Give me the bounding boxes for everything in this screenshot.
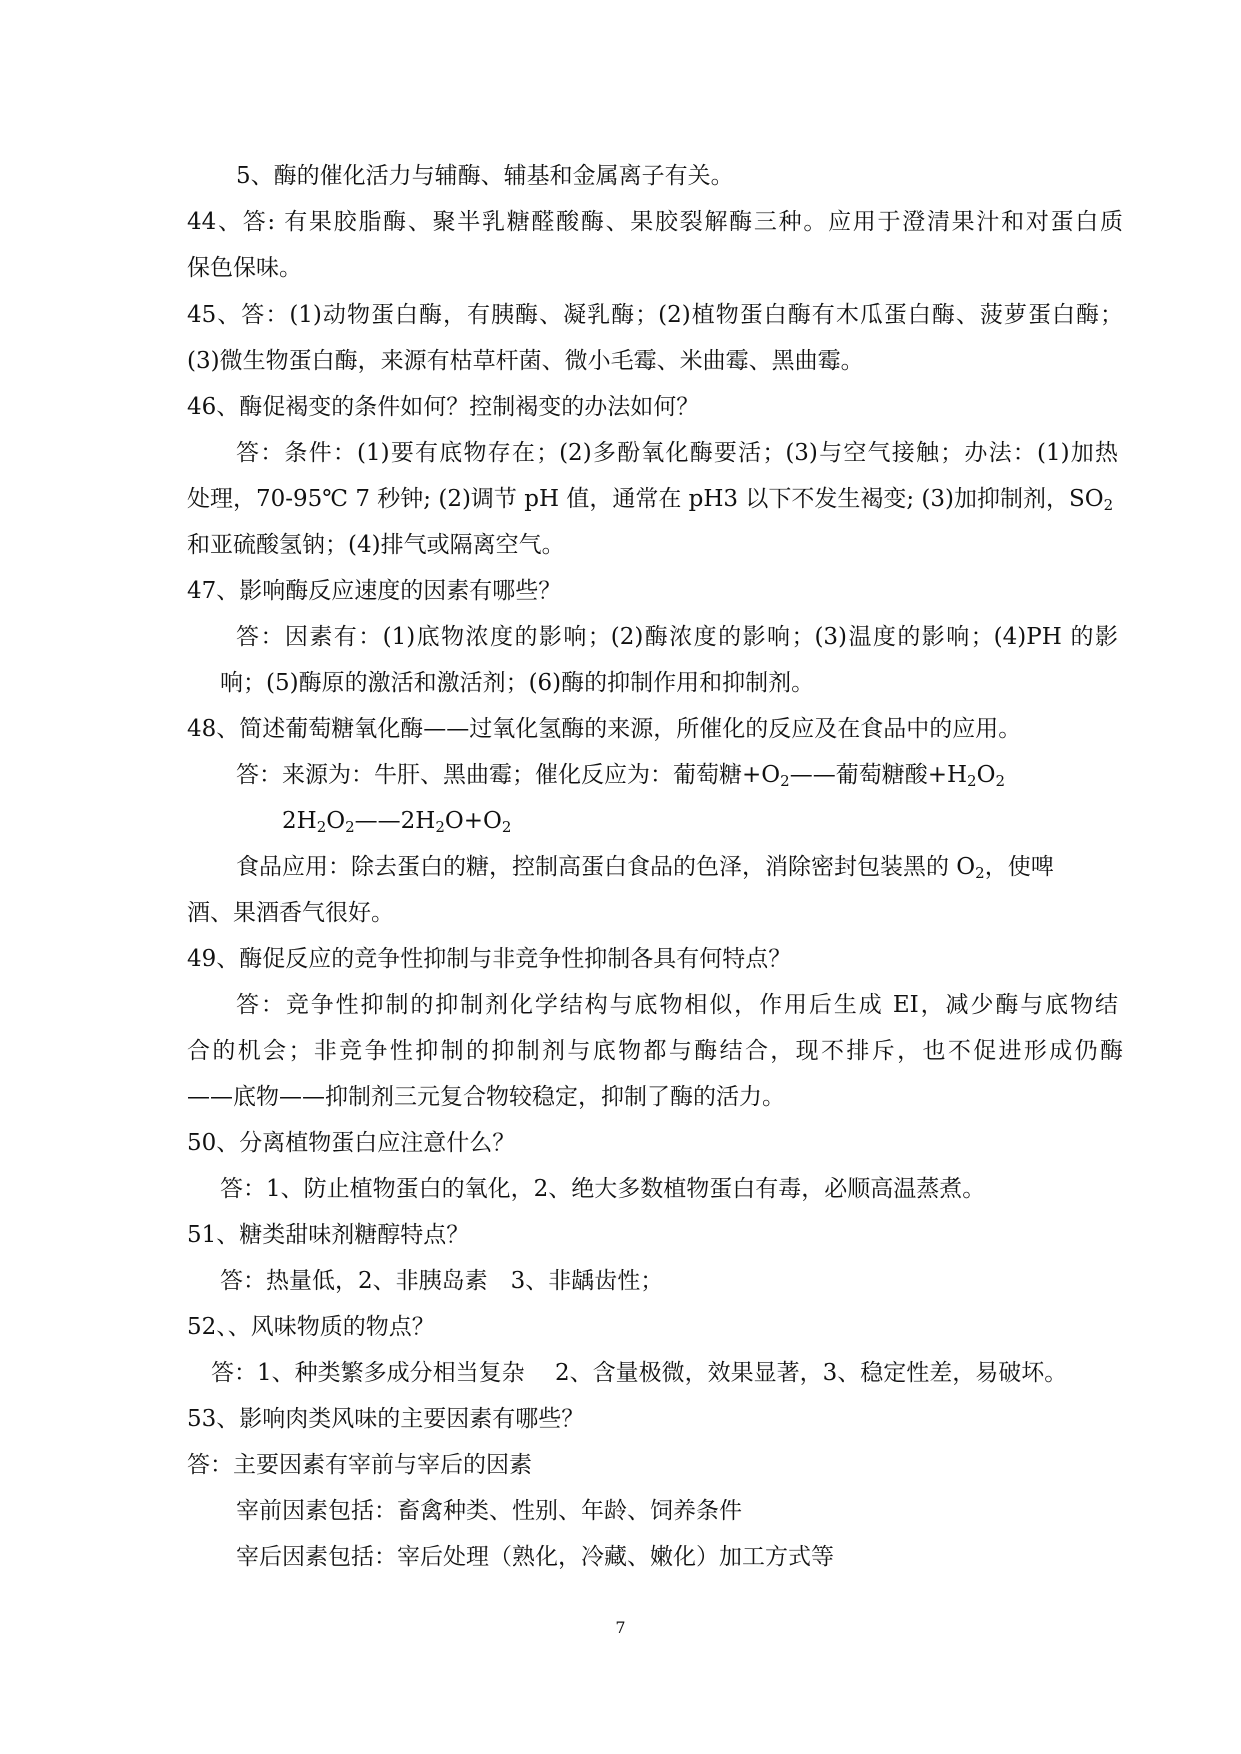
subscript: 2 [780,772,790,790]
text-span: 答：来源为：牛肝、黑曲霉；催化反应为：葡萄糖+O [236,762,781,788]
text-span: ——葡萄糖酸+H [789,762,968,788]
text-span: O+O [444,808,502,834]
subscript: 2 [967,772,977,790]
text-span: 2H [282,808,317,834]
text-span: 处理，70-95℃ 7 秒钟; (2)调节 pH 值，通常在 pH3 以下不发生褐变; (3)加抑制剂，SO [187,486,1104,512]
question-heading: 52、、风味物质的物点？ [187,1314,435,1340]
text-line: 答：热量低，2、非胰岛素 3、非龋齿性； [220,1268,664,1294]
text-line: 合的机会；非竞争性抑制的抑制剂与底物都与酶结合，现不排斥，也不促进形成仍酶 [187,1038,1123,1064]
text-line: 和亚硫酸氢钠；(4)排气或隔离空气。 [187,532,565,558]
text-line: (3)微生物蛋白酶，来源有枯草杆菌、微小毛霉、米曲霉、黑曲霉。 [187,348,864,374]
question-heading: 49、酶促反应的竞争性抑制与非竞争性抑制各具有何特点？ [187,946,792,972]
text-line: 答：因素有：(1)底物浓度的影响；(2)酶浓度的影响；(3)温度的影响；(4)PH 的影 [236,624,1118,650]
text-line [236,851,1054,883]
question-heading: 46、酶促褐变的条件如何？控制褐变的办法如何？ [187,394,700,420]
text-line [236,759,1005,791]
subscript: 2 [316,818,327,836]
text-line: 答：1、防止植物蛋白的氧化，2、绝大多数植物蛋白有毒，必顺高温蒸煮。 [220,1176,986,1202]
text-line: 答：主要因素有宰前与宰后的因素 [187,1452,532,1478]
text-line: ——底物——抑制剂三元复合物较稳定，抑制了酶的活力。 [187,1084,785,1110]
question-heading: 47、影响酶反应速度的因素有哪些？ [187,578,562,604]
subscript: 2 [995,772,1005,790]
text-line: 答：1、种类繁多成分相当复杂 2、含量极微，效果显著，3、稳定性差，易破坏。 [211,1360,1068,1386]
subscript: 2 [435,818,445,836]
text-span: O [326,808,346,834]
text-span: O [976,762,996,788]
question-heading: 53、影响肉类风味的主要因素有哪些？ [187,1406,585,1432]
text-line: 保色保味。 [187,255,302,281]
question-heading: 51、糖类甜味剂糖醇特点？ [187,1222,470,1248]
text-line: 答：条件：(1)要有底物存在；(2)多酚氧化酶要活；(3)与空气接触；办法：(1)加热 [236,440,1118,466]
text-line [282,805,511,837]
text-span: 食品应用：除去蛋白的糖，控制高蛋白食品的色泽，消除密封包装黑的 O [236,854,976,880]
subscript: 2 [345,818,355,836]
subscript: 2 [1103,496,1114,514]
text-line: 宰前因素包括：畜禽种类、性别、年龄、饲养条件 [236,1498,742,1524]
text-line: 宰后因素包括：宰后处理（熟化，冷藏、嫩化）加工方式等 [236,1544,834,1570]
subscript: 2 [501,818,512,836]
text-line [187,483,1113,515]
question-heading: 48、简述葡萄糖氧化酶——过氧化氢酶的来源，所催化的反应及在食品中的应用。 [187,716,1022,742]
text-line: 响；(5)酶原的激活和激活剂；(6)酶的抑制作用和抑制剂。 [220,670,815,696]
text-line: 45、答：(1)动物蛋白酶，有胰酶、凝乳酶；(2)植物蛋白酶有木瓜蛋白酶、菠萝蛋白酶； [187,302,1123,328]
page-number: 7 [615,1618,626,1637]
text-line: 5、酶的催化活力与辅酶、辅基和金属离子有关。 [236,163,734,189]
text-line: 44、答: 有果胶脂酶、聚半乳糖醛酸酶、果胶裂解酶三种。应用于澄清果汁和对蛋白质 [187,209,1123,235]
text-span: ——2H [354,808,436,834]
text-line: 答：竞争性抑制的抑制剂化学结构与底物相似，作用后生成 EI，减少酶与底物结 [236,992,1118,1018]
question-heading: 50、分离植物蛋白应注意什么？ [187,1130,516,1156]
subscript: 2 [975,864,985,882]
text-line: 酒、果酒香气很好。 [187,900,394,926]
text-span: ，使啤 [984,854,1054,880]
